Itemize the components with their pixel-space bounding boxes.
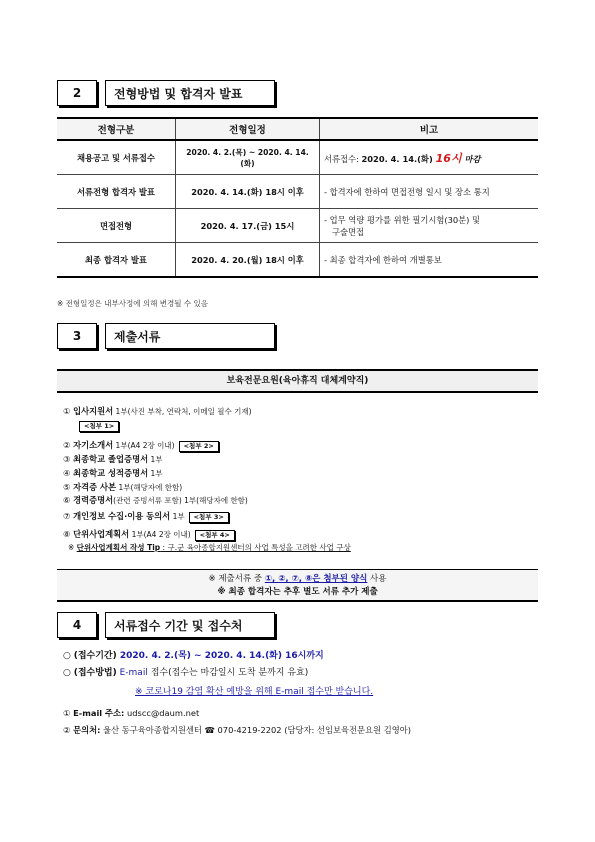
contact-email: ① E-mail 주소: udscc@daum.net	[63, 708, 200, 718]
cell-type: 최종 합격자 발표	[57, 243, 176, 278]
receipt-period: ○ (접수기간) 2020. 4. 2.(목) ~ 2020. 4. 14.(화) 16시까지	[63, 651, 324, 661]
section-number: 3	[57, 323, 97, 349]
doc-item: ⑦ 개인정보 수집·이용 동의서 1부 <첨부 3>	[63, 510, 229, 523]
cell-note: - 합격자에 한하여 면접전형 일시 및 장소 통지	[320, 175, 539, 209]
section-4-header	[57, 612, 275, 638]
section-title: 전형방법 및 합격자 발표	[105, 80, 275, 106]
doc-item: ① 입사지원서 1부(사진 부착, 연락처, 이메일 필수 기재)	[63, 406, 252, 416]
cell-type: 채용공고 및 서류접수	[57, 140, 176, 175]
column-header: 전형일정	[176, 118, 320, 140]
tip-line: ※ 단위사업계획서 작성 Tip : 구.군 육아종합지원센터의 사업 특성을 고려한 사업 구상	[68, 543, 351, 552]
cell-date: 2020. 4. 2.(목) ~ 2020. 4. 14.(화)	[176, 140, 320, 175]
doc-item: ⑧ 단위사업계획서 1부(A4 2장 이내) <첨부 4>	[63, 528, 235, 541]
table-header-row	[57, 118, 538, 140]
cell-note: - 업무 역량 평가를 위한 필기시험(30분) 및 구술면접	[320, 209, 539, 243]
table-row	[57, 140, 538, 175]
notice-line-2: ※ 최종 합격자는 추후 별도 서류 추가 제출	[217, 587, 378, 597]
schedule-footnote: ※ 전형일정은 내부사정에 의해 변경될 수 있음	[57, 299, 208, 308]
table-row	[57, 175, 538, 209]
section-2-header	[57, 80, 275, 106]
section-title: 제출서류	[105, 323, 275, 349]
cell-note: - 최종 합격자에 한하여 개별통보	[320, 243, 539, 278]
cell-date: 2020. 4. 14.(화) 18시 이후	[176, 175, 320, 209]
section-title: 서류접수 기간 및 접수처	[105, 612, 275, 638]
doc-item: ⑥ 경력증명서(관련 증빙서류 포함) 1부(해당자에 한함)	[63, 495, 248, 505]
schedule-table	[57, 117, 538, 278]
cell-note: 서류접수: 2020. 4. 14.(화) 16시 마감	[320, 140, 539, 175]
doc-item: ③ 최종학교 졸업증명서 1부	[63, 454, 163, 464]
doc-item: ⑤ 자격증 사본 1부(해당자에 한함)	[63, 482, 183, 492]
doc-attachment-tag: <첨부 1>	[75, 420, 119, 432]
table-row	[57, 209, 538, 243]
column-header: 전형구분	[57, 118, 176, 140]
documents-header: 보육전문요원(육아휴직 대체계약직)	[57, 369, 538, 393]
section-number: 2	[57, 80, 97, 106]
section-number: 4	[57, 612, 97, 638]
cell-type: 서류전형 합격자 발표	[57, 175, 176, 209]
doc-item: ④ 최종학교 성적증명서 1부	[63, 468, 163, 478]
contact-phone: ② 문의처: 울산 동구육아종합지원센터 ☎ 070-4219-2202 (담당자: 선임보육전문요원 김영아)	[63, 725, 411, 735]
column-header: 비고	[320, 118, 539, 140]
section-3-header	[57, 323, 275, 349]
cell-date: 2020. 4. 17.(금) 15시	[176, 209, 320, 243]
cell-date: 2020. 4. 20.(월) 18시 이후	[176, 243, 320, 278]
notice-line-1: ※ 제출서류 중 ①, ②, ⑦, ⑧은 첨부된 양식 사용	[208, 574, 387, 584]
covid-notice: ※ 코로나19 감염 확산 예방을 위해 E-mail 접수만 받습니다.	[135, 687, 374, 697]
receipt-method: ○ (접수방법) E-mail 접수(접수는 마감일시 도착 분까지 유효)	[63, 668, 309, 678]
cell-type: 면접전형	[57, 209, 176, 243]
doc-item: ② 자기소개서 1부(A4 2장 이내) <첨부 2>	[63, 439, 219, 452]
submission-notice	[57, 569, 538, 602]
table-row	[57, 243, 538, 278]
